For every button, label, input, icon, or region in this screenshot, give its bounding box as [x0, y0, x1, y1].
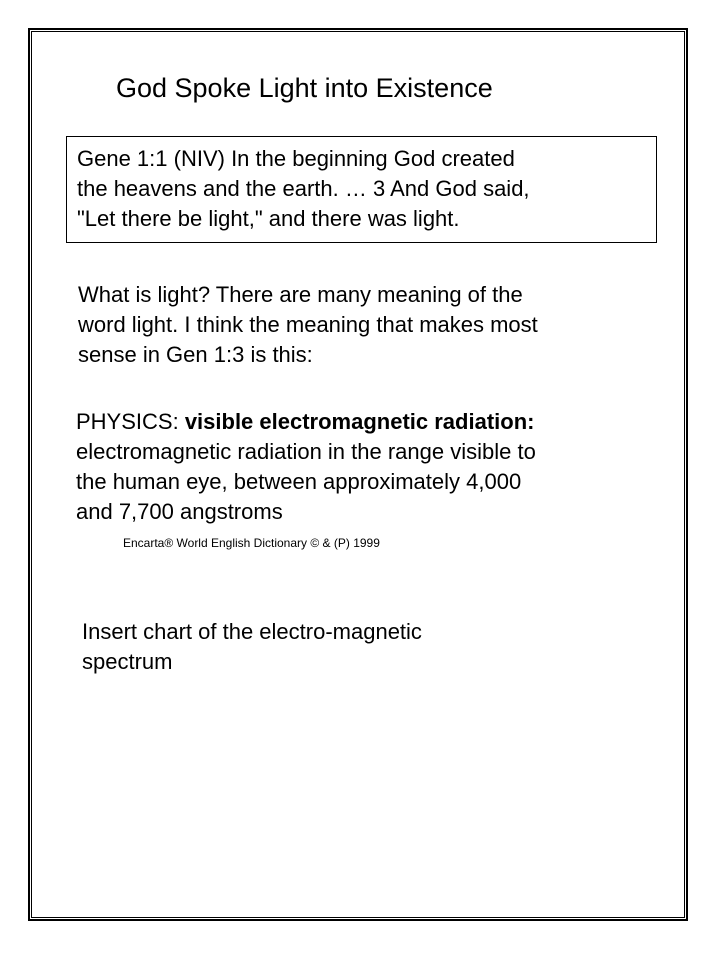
definition-line: and 7,700 angstroms — [76, 499, 283, 524]
definition-line: electromagnetic radiation in the range visible to — [76, 439, 536, 464]
intro-line: What is light? There are many meaning of the — [78, 282, 523, 307]
definition-line: the human eye, between approximately 4,000 — [76, 469, 522, 494]
page-title: God Spoke Light into Existence — [116, 73, 493, 103]
scripture-line: Gene 1:1 (NIV) In the beginning God created — [77, 146, 515, 171]
source-citation: Encarta® World English Dictionary © & (P) 1999 — [123, 536, 380, 550]
scripture-line: "Let there be light," and there was light. — [77, 206, 460, 231]
intro-line: word light. I think the meaning that makes most — [78, 312, 538, 337]
placeholder-line: Insert chart of the electro-magnetic — [82, 619, 422, 644]
scripture-line: the heavens and the earth. … 3 And God said, — [77, 176, 530, 201]
intro-line: sense in Gen 1:3 is this: — [78, 342, 313, 367]
definition-heading-line — [76, 407, 536, 437]
chart-placeholder-note — [82, 617, 422, 677]
definition-term: visible electromagnetic radiation: — [184, 409, 535, 434]
placeholder-line: spectrum — [82, 649, 173, 674]
scripture-box — [66, 136, 657, 243]
intro-paragraph — [78, 280, 538, 370]
definition-field: PHYSICS: — [76, 409, 185, 434]
definition-paragraph — [76, 407, 536, 527]
